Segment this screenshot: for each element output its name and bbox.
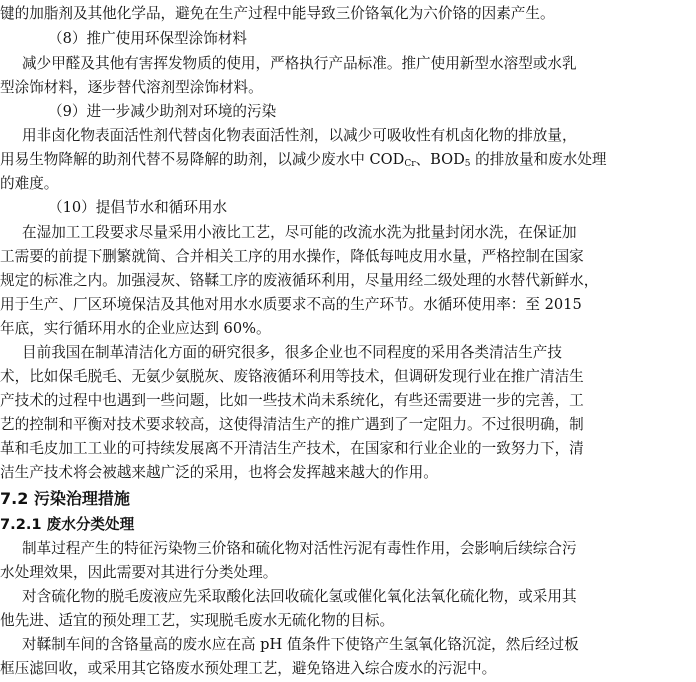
text-line: 年底，实行循环用水的企业应达到 60%。 <box>0 320 271 337</box>
text-line <box>0 148 696 172</box>
text-line: 用非卤化物表面活性剂代替卤化物表面活性剂，以减少可吸收性有机卤化物的排放量， <box>22 127 577 144</box>
text-line: 对鞣制车间的含铬量高的废水应在高 pH 值条件下使铬产生氢氧化铬沉淀，然后经过板 <box>22 636 579 653</box>
text-line: 他先进、适宜的预处理工艺，实现脱毛废水无硫化物的目标。 <box>0 612 395 629</box>
text-line: 目前我国在制革清洁化方面的研究很多，很多企业也不同程度的采用各类清洁生产技 <box>22 344 562 361</box>
item-heading: （10）提倡节水和循环用水 <box>48 199 228 216</box>
section-heading: 7.2 污染治理措施 <box>0 489 130 508</box>
text-line: 减少甲醛及其他有害挥发物质的使用，严格执行产品标准。推广使用新型水溶型或水乳 <box>22 55 577 72</box>
text-line: 水处理效果，因此需要对其进行分类处理。 <box>0 564 278 581</box>
text-line: 型涂饰材料，逐步替代溶剂型涂饰材料。 <box>0 79 263 96</box>
text-line: 框压滤回收，或采用其它铬废水预处理工艺，避免铬进入综合废水的污泥中。 <box>0 660 497 677</box>
text-line: 规定的标准之内。加强浸灰、铬鞣工序的废液循环利用，尽量用经二级处理的水替代新鲜水， <box>0 272 599 289</box>
text-line: 艺的控制和平衡对技术要求较高，这使得清洁生产的推广遇到了一定阻力。不过很明确，制 <box>0 416 584 433</box>
text-line: 术，比如保毛脱毛、无氨少氨脱灰、废铬液循环利用等技术，但调研发现行业在推广清洁生 <box>0 368 584 385</box>
text-line: 产技术的过程中也遇到一些问题，比如一些技术尚未系统化，有些还需要进一步的完善，工 <box>0 392 584 409</box>
text-line: 工需要的前提下删繁就简、合并相关工序的用水操作，降低每吨皮用水量，严格控制在国家 <box>0 248 584 265</box>
text-line: 的难度。 <box>0 175 59 192</box>
text-line: 洁生产技术将会被越来越广泛的采用，也将会发挥越来越大的作用。 <box>0 464 438 481</box>
text-line: 制革过程产生的特征污染物三价铬和硫化物对活性污泥有毒性作用，会影响后续综合污 <box>22 540 577 557</box>
text-line: 在湿加工工段要求尽量采用小液比工艺，尽可能的改流水洗为批量封闭水洗，在保证加 <box>22 224 577 241</box>
text-segment: 用易生物降解的助剂代替不易降解的助剂，以减少废水中 COD <box>0 151 405 168</box>
text-line: 对含硫化物的脱毛废液应先采取酸化法回收硫化氢或催化氧化法氧化硫化物，或采用其 <box>22 588 577 605</box>
text-segment: 的排放量和废水处理 <box>470 151 607 168</box>
subscript: 5 <box>464 159 471 169</box>
text-line: 键的加脂剂及其他化学品，避免在生产过程中能导致三价铬氧化为六价铬的因素产生。 <box>0 5 555 22</box>
text-line: 用于生产、厂区环境保洁及其他对用水水质要求不高的生产环节。水循环使用率：至 2015 <box>0 296 582 313</box>
subsection-heading: 7.2.1 废水分类处理 <box>0 516 135 533</box>
text-segment: 、BOD <box>415 151 465 168</box>
item-heading: （9）进一步减少助剂对环境的污染 <box>48 103 277 120</box>
text-line: 革和毛皮加工工业的可持续发展离不开清洁生产技术，在国家和行业企业的一致努力下，清 <box>0 440 584 457</box>
subscript: Cr <box>404 159 416 169</box>
item-heading: （8）推广使用环保型涂饰材料 <box>48 30 248 47</box>
